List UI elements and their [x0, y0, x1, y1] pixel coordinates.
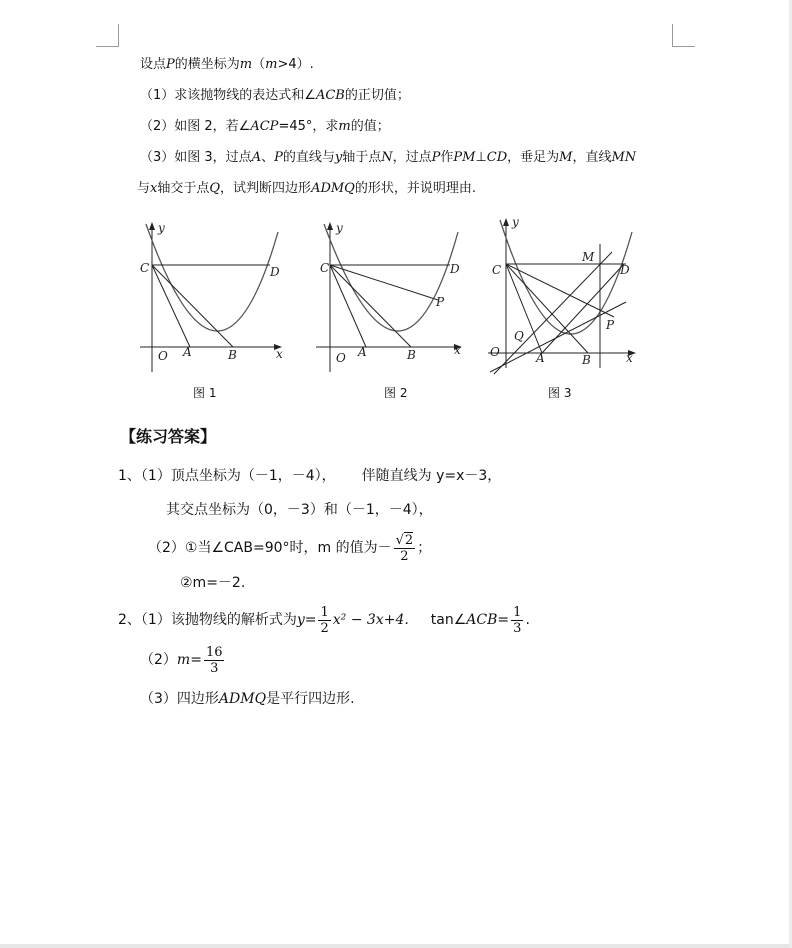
fig3-line-cp: [506, 264, 614, 317]
fig2-label-y: y: [336, 221, 343, 235]
fig2-parabola: [324, 224, 458, 331]
caption-figure-3: 图 3: [548, 386, 572, 400]
fig2-label-o: O: [336, 351, 346, 365]
fig3-line-ca: [506, 264, 542, 353]
answer-2-m-fraction: $\frac{16}{3}$: [205, 644, 223, 676]
answer-1-line-2: 其交点坐标为（0，－3）和（－1，－4），: [166, 502, 433, 518]
question-3-line-1: （3）如图 3，过点A、P的直线与y轴于点N，过点P作PM⊥CD，垂足为M，直线MN: [140, 150, 637, 165]
answer-1-line-3: （2）①当∠CAB=90°时，m 的值为－ $\frac{√2}{2}$ ；: [148, 532, 432, 564]
answer-2-line-2: （2）m= $\frac{16}{3}$: [140, 644, 223, 676]
fig3-label-c: C: [492, 263, 502, 277]
fig1-y-arrow: [149, 222, 155, 230]
fig2-label-x: x: [454, 343, 461, 357]
crop-mark-top-left: [96, 24, 119, 47]
fig1-label-c: C: [140, 261, 150, 275]
answer-2-half-fraction: $\frac{1}{2}$: [320, 604, 329, 636]
answer-2-line-3: （3）四边形ADMQ是平行四边形.: [140, 691, 355, 707]
fig2-label-b: B: [407, 348, 416, 362]
fig1-label-y: y: [158, 221, 165, 235]
fig3-label-y: y: [512, 215, 519, 229]
question-1: （1）求该抛物线的表达式和∠ACB的正切值；: [140, 88, 410, 103]
caption-figure-1: 图 1: [193, 386, 217, 400]
answer-1-line-1: 1、（1）顶点坐标为（－1，－4）， 伴随直线为 y=x－3，: [118, 468, 502, 484]
fig2-line-cb: [330, 265, 411, 347]
fig2-line-ca: [330, 265, 366, 347]
fig2-label-a: A: [358, 345, 367, 359]
problem-intro: 设点P的横坐标为m（m>4）.: [140, 57, 314, 72]
fig1-label-b: B: [228, 348, 237, 362]
answer-2-tan-fraction: $\frac{1}{3}$: [513, 604, 522, 636]
answer-1-line-4: ②m=－2.: [180, 575, 246, 591]
fig3-line-ap: [490, 302, 626, 372]
question-2: （2）如图 2，若∠ACP=45°，求m的值；: [140, 119, 390, 134]
figure-3: [484, 212, 644, 378]
fig1-label-d: D: [270, 265, 280, 279]
fig3-label-b: B: [582, 353, 591, 367]
answer-2-line-1: 2、（1）该抛物线的解析式为y= $\frac{1}{2}$ x² − 3x+4. tan∠ACB= $\frac{1}{3}$ .: [118, 604, 530, 636]
fig3-label-x: x: [626, 351, 633, 365]
caption-figure-2: 图 2: [384, 386, 408, 400]
fig2-label-c: C: [320, 261, 330, 275]
fig3-y-arrow: [503, 218, 509, 226]
fig1-label-a: A: [183, 345, 192, 359]
page-bottom-edge: [0, 944, 792, 948]
fig3-label-p: P: [606, 318, 615, 332]
fig2-line-cp: [330, 265, 438, 300]
answer-1-fraction: $\frac{√2}{2}$: [395, 532, 414, 564]
figure-2: [310, 212, 470, 372]
crop-mark-top-right: [672, 24, 695, 47]
fig1-parabola: [146, 224, 278, 331]
question-3-line-2: 与x轴交于点Q，试判断四边形ADMQ的形状，并说明理由.: [137, 181, 476, 196]
fig1-line-cb: [152, 265, 233, 347]
fig3-line-ad: [542, 264, 624, 353]
fig2-y-arrow: [327, 222, 333, 230]
fig2-label-p: P: [436, 295, 445, 309]
fig3-label-m: M: [582, 250, 595, 264]
fig1-label-o: O: [158, 349, 168, 363]
answers-heading: 【练习答案】: [120, 427, 217, 446]
fig3-label-a: A: [536, 351, 545, 365]
fig1-label-x: x: [276, 347, 283, 361]
figure-1: [130, 212, 290, 372]
fig2-label-d: D: [450, 262, 460, 276]
fig3-label-q: Q: [514, 329, 524, 343]
fig3-label-o: O: [490, 345, 500, 359]
fig3-label-d: D: [620, 263, 630, 277]
